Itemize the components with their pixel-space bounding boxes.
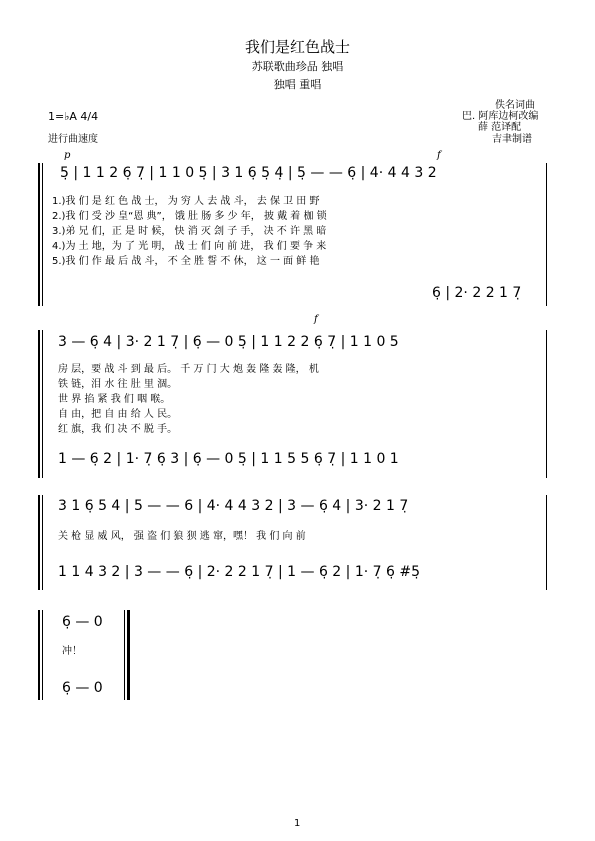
- system-1-lyric-2: 2.)我 们 受 沙 皇“恩 典”， 饿 肚 肠 多 少 年， 披 戴 着 枷 锁: [52, 211, 327, 222]
- system-2-lyric-4: 自 由，把 自 由 给 人 民。: [58, 409, 178, 420]
- system-2-lyric-5: 红 旗，我 们 决 不 脱 手。: [58, 424, 178, 435]
- lyricist-credit: 佚名词曲: [495, 100, 535, 111]
- system-1-lyric-3: 3.)弟 兄 们，正 是 时 候， 快 消 灭 刽 子 手， 决 不 许 黑 暗: [52, 226, 327, 237]
- dynamic-f: f: [437, 150, 441, 161]
- system-1-bracket-inner: [42, 163, 43, 306]
- system-1-lyric-1: 1.)我 们 是 红 色 战 士， 为 穷 人 去 战 斗， 去 保 卫 田 野: [52, 196, 320, 207]
- system-3-bracket: [38, 495, 40, 590]
- system-2-end-barline: [546, 330, 547, 478]
- system-2-lyric-2: 铁 链，泪 水 往 肚 里 涸。: [58, 379, 178, 390]
- system-4-bass: 6̣ — 0: [62, 680, 103, 696]
- system-3-bracket-inner: [42, 495, 43, 590]
- system-4-bracket: [38, 610, 40, 700]
- system-2-lyric-3: 世 界 掐 紧 我 们 咽 喉。: [58, 394, 171, 405]
- dynamic-p: p: [64, 150, 71, 161]
- translator-credit: 薛 范译配: [478, 122, 522, 133]
- page-number: 1: [294, 818, 301, 829]
- system-1-bass: 6̣ | 2· 2 2 1 7̣: [432, 285, 522, 301]
- song-title: 我们是红色战士: [244, 38, 350, 56]
- system-3-lyric-1: 关 枪 显 威 风， 强 盗 们 狼 狈 逃 窜，嘿！ 我 们 向 前: [58, 531, 306, 542]
- system-1-bracket: [38, 163, 40, 306]
- system-3-melody: 3 1 6̣ 5 4 | 5 — — 6 | 4· 4 4 3 2 | 3 — 6̣ 4 | 3· 2 1 7̣: [58, 498, 409, 514]
- system-1-lyric-5: 5.)我 们 作 最 后 战 斗， 不 全 胜 誓 不 休， 这 一 面 鲜 艳: [52, 256, 320, 267]
- system-1-lyric-4: 4.)为 土 地，为 了 光 明， 战 士 们 向 前 进， 我 们 要 争 来: [52, 241, 327, 252]
- song-subtitle-2: 独唱 重唱: [273, 78, 322, 91]
- final-barline-thin: [124, 610, 125, 700]
- key-signature: 1=♭A 4/4: [48, 110, 99, 123]
- system-2-bass: 1 — 6̣ 2 | 1· 7̣ 6̣ 3 | 6̣ — 0 5̣ | 1 1 5 5 6̣ 7̣ | 1 1 0 1: [58, 451, 399, 467]
- engraver-credit: 吉聿制谱: [492, 134, 532, 145]
- system-4-melody: 6̣ — 0: [62, 614, 103, 630]
- dynamic-f-2: f: [314, 314, 318, 325]
- system-2-melody: 3 — 6̣ 4 | 3· 2 1 7̣ | 6̣ — 0 5̣ | 1 1 2 2 6̣ 7̣ | 1 1 0 5: [58, 334, 399, 350]
- system-4-lyric-1: 冲！: [62, 646, 82, 657]
- arranger-credit: 巴. 阿库边柯改编: [462, 111, 539, 122]
- tempo-marking: 进行曲速度: [48, 134, 98, 145]
- system-3-bass: 1 1 4 3 2 | 3 — — 6̣ | 2· 2 2 1 7̣ | 1 — 6̣ 2 | 1· 7̣ 6̣ #5̣: [58, 564, 420, 580]
- system-2-lyric-1: 房 层，要 战 斗 到 最 后。 千 万 门 大 炮 轰 隆 轰 隆， 机: [58, 364, 319, 375]
- final-barline-thick: [127, 610, 130, 700]
- system-4-bracket-inner: [42, 610, 43, 700]
- system-1-end-barline: [546, 163, 547, 306]
- song-subtitle: 苏联歌曲珍品 独唱: [251, 60, 344, 73]
- system-2-bracket-inner: [42, 330, 43, 478]
- system-3-end-barline: [546, 495, 547, 590]
- system-1-melody: 5̣ | 1 1 2 6̣ 7̣ | 1 1 0 5̣ | 3 1 6̣ 5̣ 4̣ | 5̣ — — 6̣ | 4· 4 4 3 2: [60, 165, 437, 181]
- system-2-bracket: [38, 330, 40, 478]
